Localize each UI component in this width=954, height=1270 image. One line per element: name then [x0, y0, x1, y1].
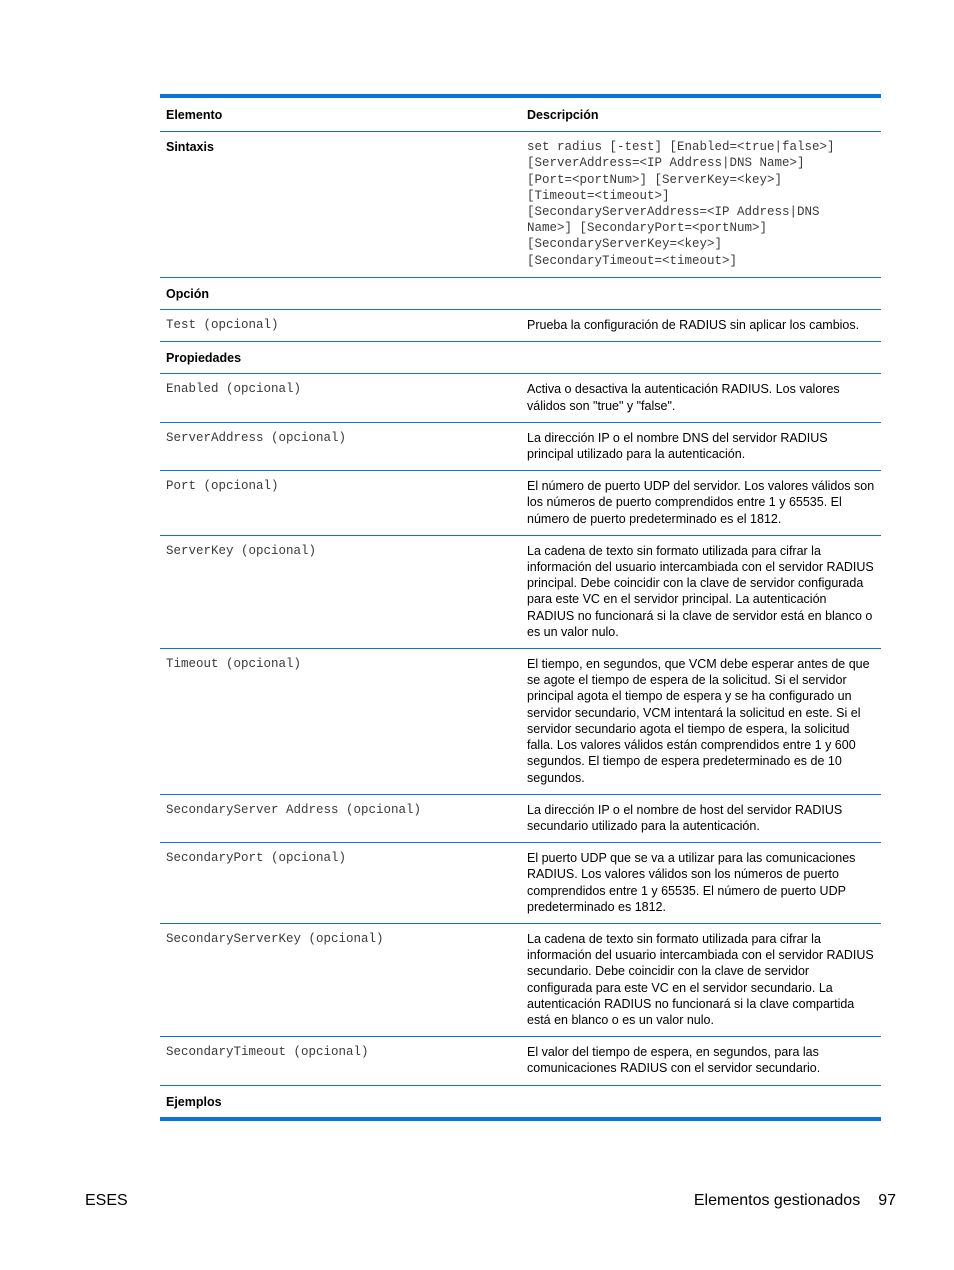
option-name: Test (opcional): [160, 310, 521, 342]
table-row: [160, 1037, 881, 1085]
table-row: [160, 471, 881, 536]
header-element: Elemento: [160, 96, 521, 132]
table-row: [160, 843, 881, 924]
option-section-title: Opción: [160, 277, 881, 309]
property-description: El puerto UDP que se va a utilizar para las comunicaciones RADIUS. Los valores válidos son los números de puerto comprendidos entre 1 y 65535. El número de puerto UDP predeterminado es 1812.: [521, 843, 881, 924]
footer-locale: ESES: [85, 1192, 128, 1209]
property-name: ServerKey (opcional): [160, 535, 521, 648]
property-name: ServerAddress (opcional): [160, 422, 521, 470]
table-row: [160, 649, 881, 795]
syntax-code: set radius [-test] [Enabled=<true|false>] [ServerAddress=<IP Address|DNS Name>] [Port=<portNum>] [ServerKey=<key>] [Timeout=<timeout>] [SecondaryServerAddress=<IP Address|DNS Name>] [SecondaryPort=<portNum>] [SecondaryServerKey=<key>] [SecondaryTimeout=<timeout>]: [521, 132, 881, 278]
property-description: El número de puerto UDP del servidor. Los valores válidos son los números de puerto comprendidos entre 1 y 65535. El número de puerto predeterminado es el 1812.: [521, 471, 881, 536]
property-name: Timeout (opcional): [160, 649, 521, 795]
property-name: SecondaryPort (opcional): [160, 843, 521, 924]
table-header-row: [160, 96, 881, 132]
property-description: El valor del tiempo de espera, en segundos, para las comunicaciones RADIUS con el servidor secundario.: [521, 1037, 881, 1085]
syntax-label: Sintaxis: [160, 132, 521, 278]
header-description: Descripción: [521, 96, 881, 132]
property-name: Port (opcional): [160, 471, 521, 536]
table-row: [160, 422, 881, 470]
table-row: [160, 310, 881, 342]
property-description: La cadena de texto sin formato utilizada para cifrar la información del usuario intercambiada con el servidor RADIUS principal. Debe coincidir con la clave de servidor configurada para este VC en el servidor principal. La autenticación RADIUS no funcionará si la clave de servidor está en blanco o es un valor nulo.: [521, 535, 881, 648]
property-description: La dirección IP o el nombre DNS del servidor RADIUS principal utilizado para la autenticación.: [521, 422, 881, 470]
footer-page-info: [694, 1192, 896, 1210]
examples-section-title: Ejemplos: [166, 1094, 222, 1109]
property-name: Enabled (opcional): [160, 374, 521, 422]
property-name: SecondaryTimeout (opcional): [160, 1037, 521, 1085]
syntax-row: [160, 132, 881, 278]
examples-section-row: [160, 1085, 881, 1119]
property-name: SecondaryServerKey (opcional): [160, 923, 521, 1036]
option-description: Prueba la configuración de RADIUS sin aplicar los cambios.: [521, 310, 881, 342]
property-description: El tiempo, en segundos, que VCM debe esperar antes de que se agote el tiempo de espera de la solicitud. Si el servidor principal agota el tiempo de espera y se ha configurado un servidor secundario, VCM intentará la solicitud en este. Si el servidor secundario agota el tiempo de espera, la solicitud falla. Los valores válidos están comprendidos entre 1 y 600 segundos. El tiempo de espera predeterminado es de 10 segundos.: [521, 649, 881, 795]
property-description: Activa o desactiva la autenticación RADIUS. Los valores válidos son "true" y "false".: [521, 374, 881, 422]
table-row: [160, 923, 881, 1036]
table-row: [160, 535, 881, 648]
option-section-row: [160, 277, 881, 309]
properties-section-row: [160, 342, 881, 374]
properties-section-title: Propiedades: [160, 342, 881, 374]
footer-section-title: Elementos gestionados: [693, 1192, 861, 1209]
page-number: 97: [878, 1192, 896, 1209]
property-description: La dirección IP o el nombre de host del servidor RADIUS secundario utilizado para la autenticación.: [521, 794, 881, 842]
property-name: SecondaryServer Address (opcional): [160, 794, 521, 842]
property-description: La cadena de texto sin formato utilizada para cifrar la información del usuario intercambiada con el servidor RADIUS secundario. Debe coincidir con la clave de servidor configurada para este VC en el servidor secundario. La autenticación RADIUS no funcionará si la clave compartida está en blanco o es un valor nulo.: [521, 923, 881, 1036]
table-row: [160, 374, 881, 422]
managed-elements-table: [160, 94, 881, 1121]
table-row: [160, 794, 881, 842]
